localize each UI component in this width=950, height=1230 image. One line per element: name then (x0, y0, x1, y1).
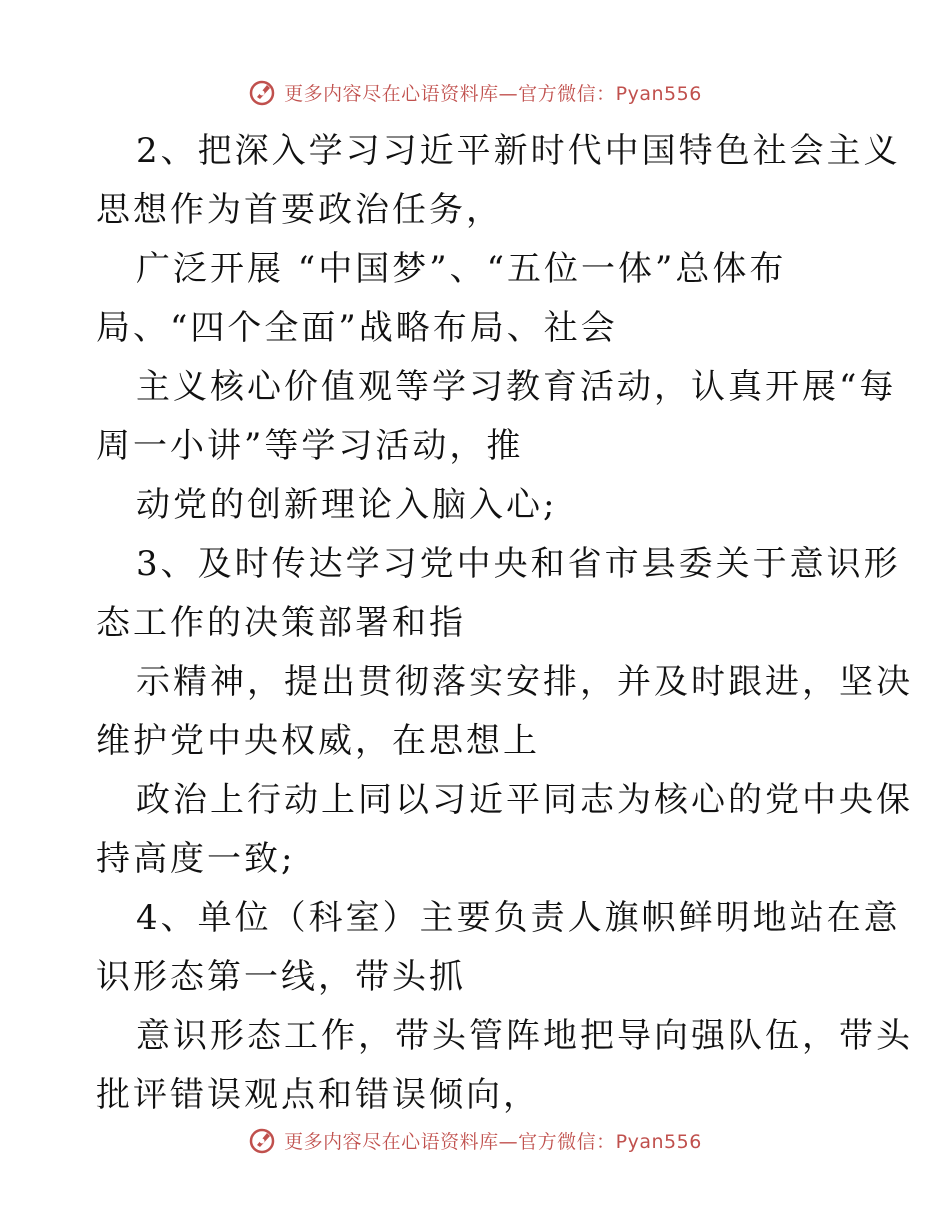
footer-watermark (0, 1120, 950, 1160)
text-line: 局、“四个全面”战略布局、社会 (96, 308, 618, 348)
watermark-text: 更多内容尽在心语资料库—官方微信：Pyan556 (284, 82, 702, 105)
text-line: 主义核心价值观等学习教育活动，认真开展“每 (136, 367, 897, 407)
pen-seal-icon (248, 1125, 278, 1155)
text-line: 意识形态工作，带头管阵地把导向强队伍，带头 (136, 1016, 913, 1056)
text-line: 广泛开展 “中国梦”、“五位一体”总体布 (136, 249, 787, 289)
text-line: 动党的创新理论入脑入心; (136, 485, 558, 525)
watermark-text: 更多内容尽在心语资料库—官方微信：Pyan556 (284, 1130, 702, 1153)
text-line: 周一小讲”等学习活动，推 (96, 426, 524, 466)
text-line: 批评错误观点和错误倾向， (96, 1075, 540, 1115)
text-line: 维护党中央权威，在思想上 (96, 721, 540, 761)
document-body (96, 122, 913, 1125)
text-line: 思想作为首要政治任务， (96, 190, 503, 230)
text-line: 4、单位（科室）主要负责人旗帜鲜明地站在意 (136, 898, 901, 938)
header-watermark (0, 72, 950, 112)
text-line: 识形态第一线，带头抓 (96, 957, 466, 997)
text-line: 持高度一致; (96, 839, 296, 879)
text-line: 示精神，提出贯彻落实安排，并及时跟进，坚决 (136, 662, 913, 702)
pen-seal-icon (248, 77, 278, 107)
text-line: 3、及时传达学习党中央和省市县委关于意识形 (136, 544, 901, 584)
text-line: 态工作的决策部署和指 (96, 603, 466, 643)
text-line: 政治上行动上同以习近平同志为核心的党中央保 (136, 780, 913, 820)
text-line: 2、把深入学习习近平新时代中国特色社会主义 (136, 131, 901, 171)
